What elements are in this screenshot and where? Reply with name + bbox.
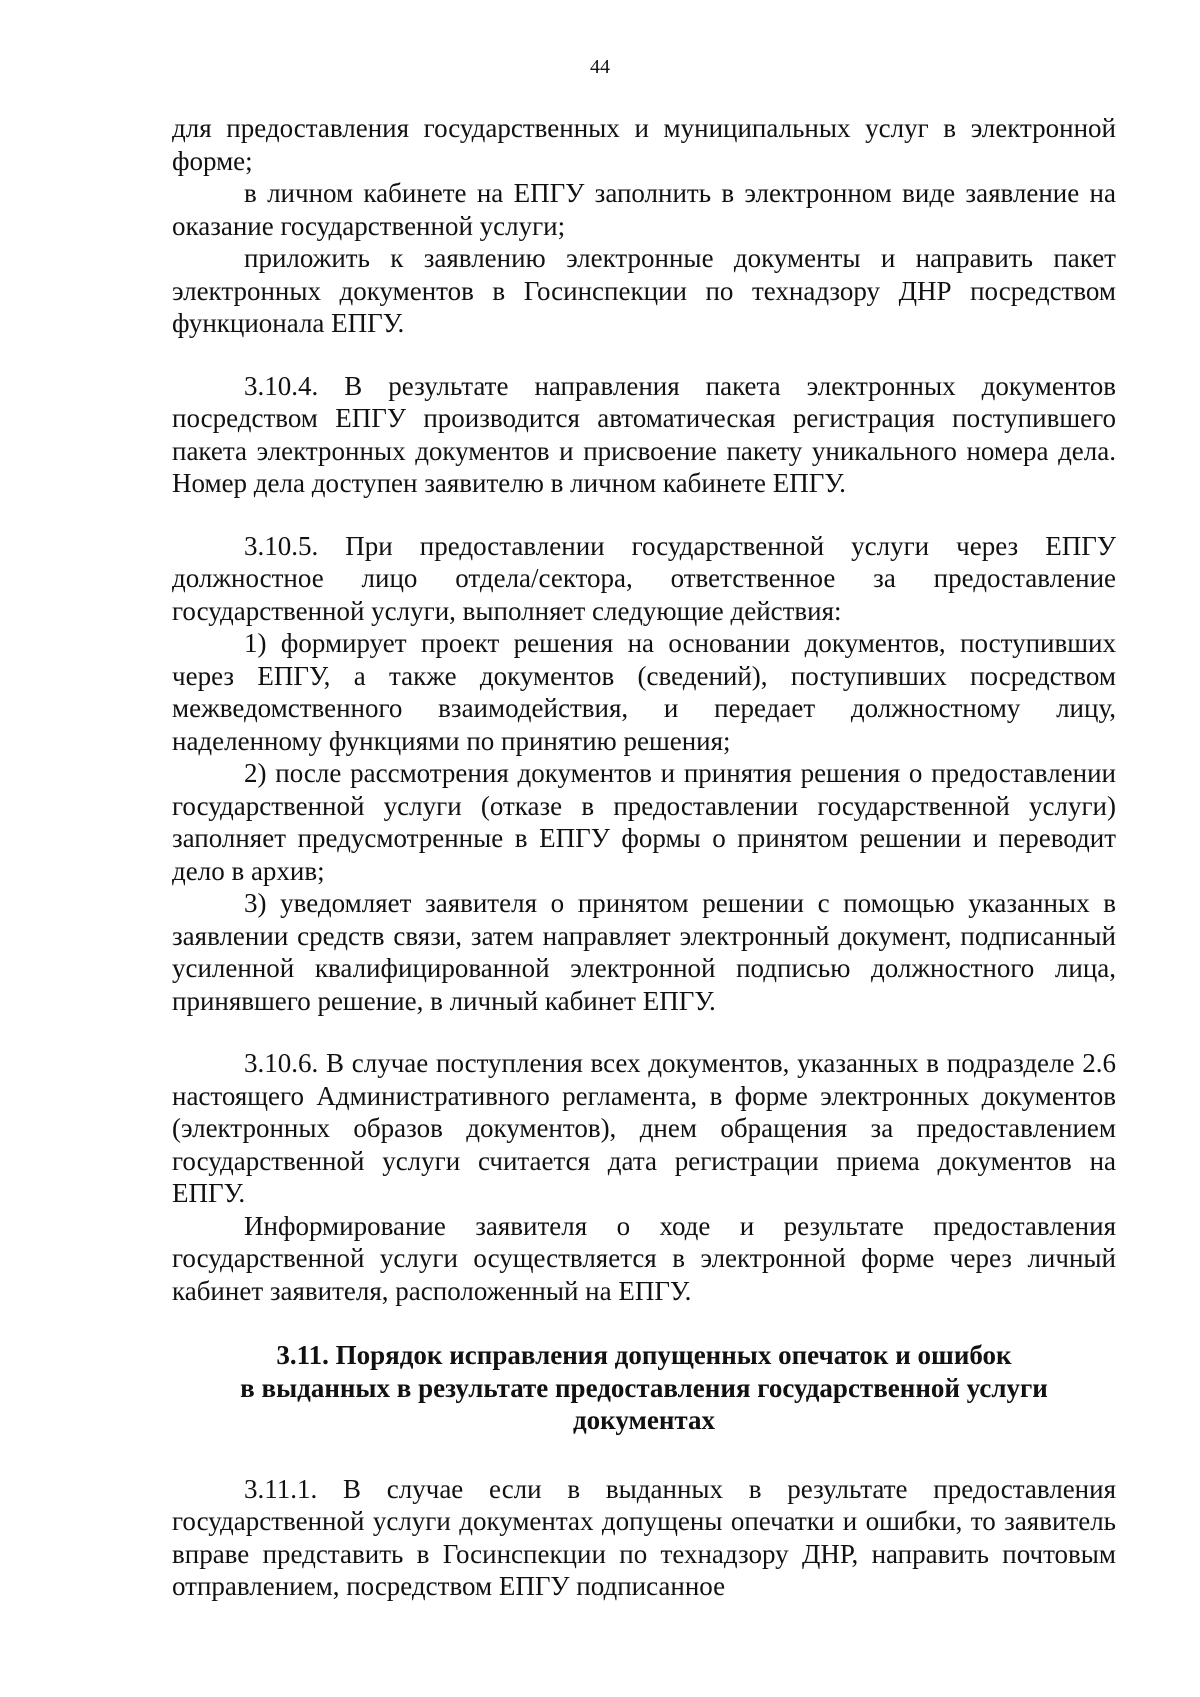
paragraph-electronic-form: для предоставления государственных и муниципальных услуг в электронной форме; xyxy=(172,113,1116,176)
list-item-1: 1) формирует проект решения на основании документов, поступивших через ЕПГУ, а также документов (сведений), поступивших посредством межведомственного взаимодействия, и передает должностному лицу, наделенному функциями по принятию решения; xyxy=(172,628,1116,756)
section-heading-line-3: документах xyxy=(572,1405,715,1435)
paragraph-3-11-1: 3.11.1. В случае если в выданных в результате предоставления государственной услуги документах допущены опечатки и ошибки, то заявитель вправе представить в Госинспекции по технадзору ДНР, направить почтовым отправлением, посредством ЕПГУ подписанное xyxy=(172,1473,1116,1601)
paragraph-personal-cabinet: в личном кабинете на ЕПГУ заполнить в электронном виде заявление на оказание государственной услуги; xyxy=(172,178,1116,241)
section-heading-line-1: 3.11. Порядок исправления допущенных опечаток и ошибок xyxy=(276,1340,1012,1370)
section-heading-3-11 xyxy=(172,1339,1116,1437)
paragraph-3-10-6: 3.10.6. В случае поступления всех документов, указанных в подразделе 2.6 настоящего Административного регламента, в форме электронных документов (электронных образов документов), днем обращения за предоставлением государственной услуги считается дата регистрации приема документов на ЕПГУ. xyxy=(172,1048,1116,1208)
paragraph-3-10-5: 3.10.5. При предоставлении государственной услуги через ЕПГУ должностное лицо отдела/сектора, ответственное за предоставление государственной услуги, выполняет следующие действия: xyxy=(172,530,1116,626)
section-heading-line-2: в выданных в результате предоставления государственной услуги xyxy=(240,1372,1048,1403)
list-item-2: 2) после рассмотрения документов и принятия решения о предоставлении государственной услуги (отказе в предоставлении государственной услуги) заполняет предусмотренные в ЕПГУ формы о принятом решении и переводит дело в архив; xyxy=(172,758,1116,886)
document-body xyxy=(172,112,1116,1603)
list-item-3: 3) уведомляет заявителя о принятом решении с помощью указанных в заявлении средств связи, затем направляет электронный документ, подписанный усиленной квалифицированной электронной подписью должностного лица, принявшего решение, в личный кабинет ЕПГУ. xyxy=(172,888,1116,1016)
paragraph-3-10-4: 3.10.4. В результате направления пакета электронных документов посредством ЕПГУ производится автоматическая регистрация поступившего пакета электронных документов и присвоение пакету уникального номера дела. Номер дела доступен заявителю в личном кабинете ЕПГУ. xyxy=(172,370,1116,498)
paragraph-informing: Информирование заявителя о ходе и результате предоставления государственной услуги осуществляется в электронной форме через личный кабинет заявителя, расположенный на ЕПГУ. xyxy=(172,1210,1116,1306)
page-number: 44 xyxy=(590,56,610,78)
paragraph-attach-documents: приложить к заявлению электронные документы и направить пакет электронных документов в Госинспекции по технадзору ДНР посредством функционала ЕПГУ. xyxy=(172,243,1116,338)
